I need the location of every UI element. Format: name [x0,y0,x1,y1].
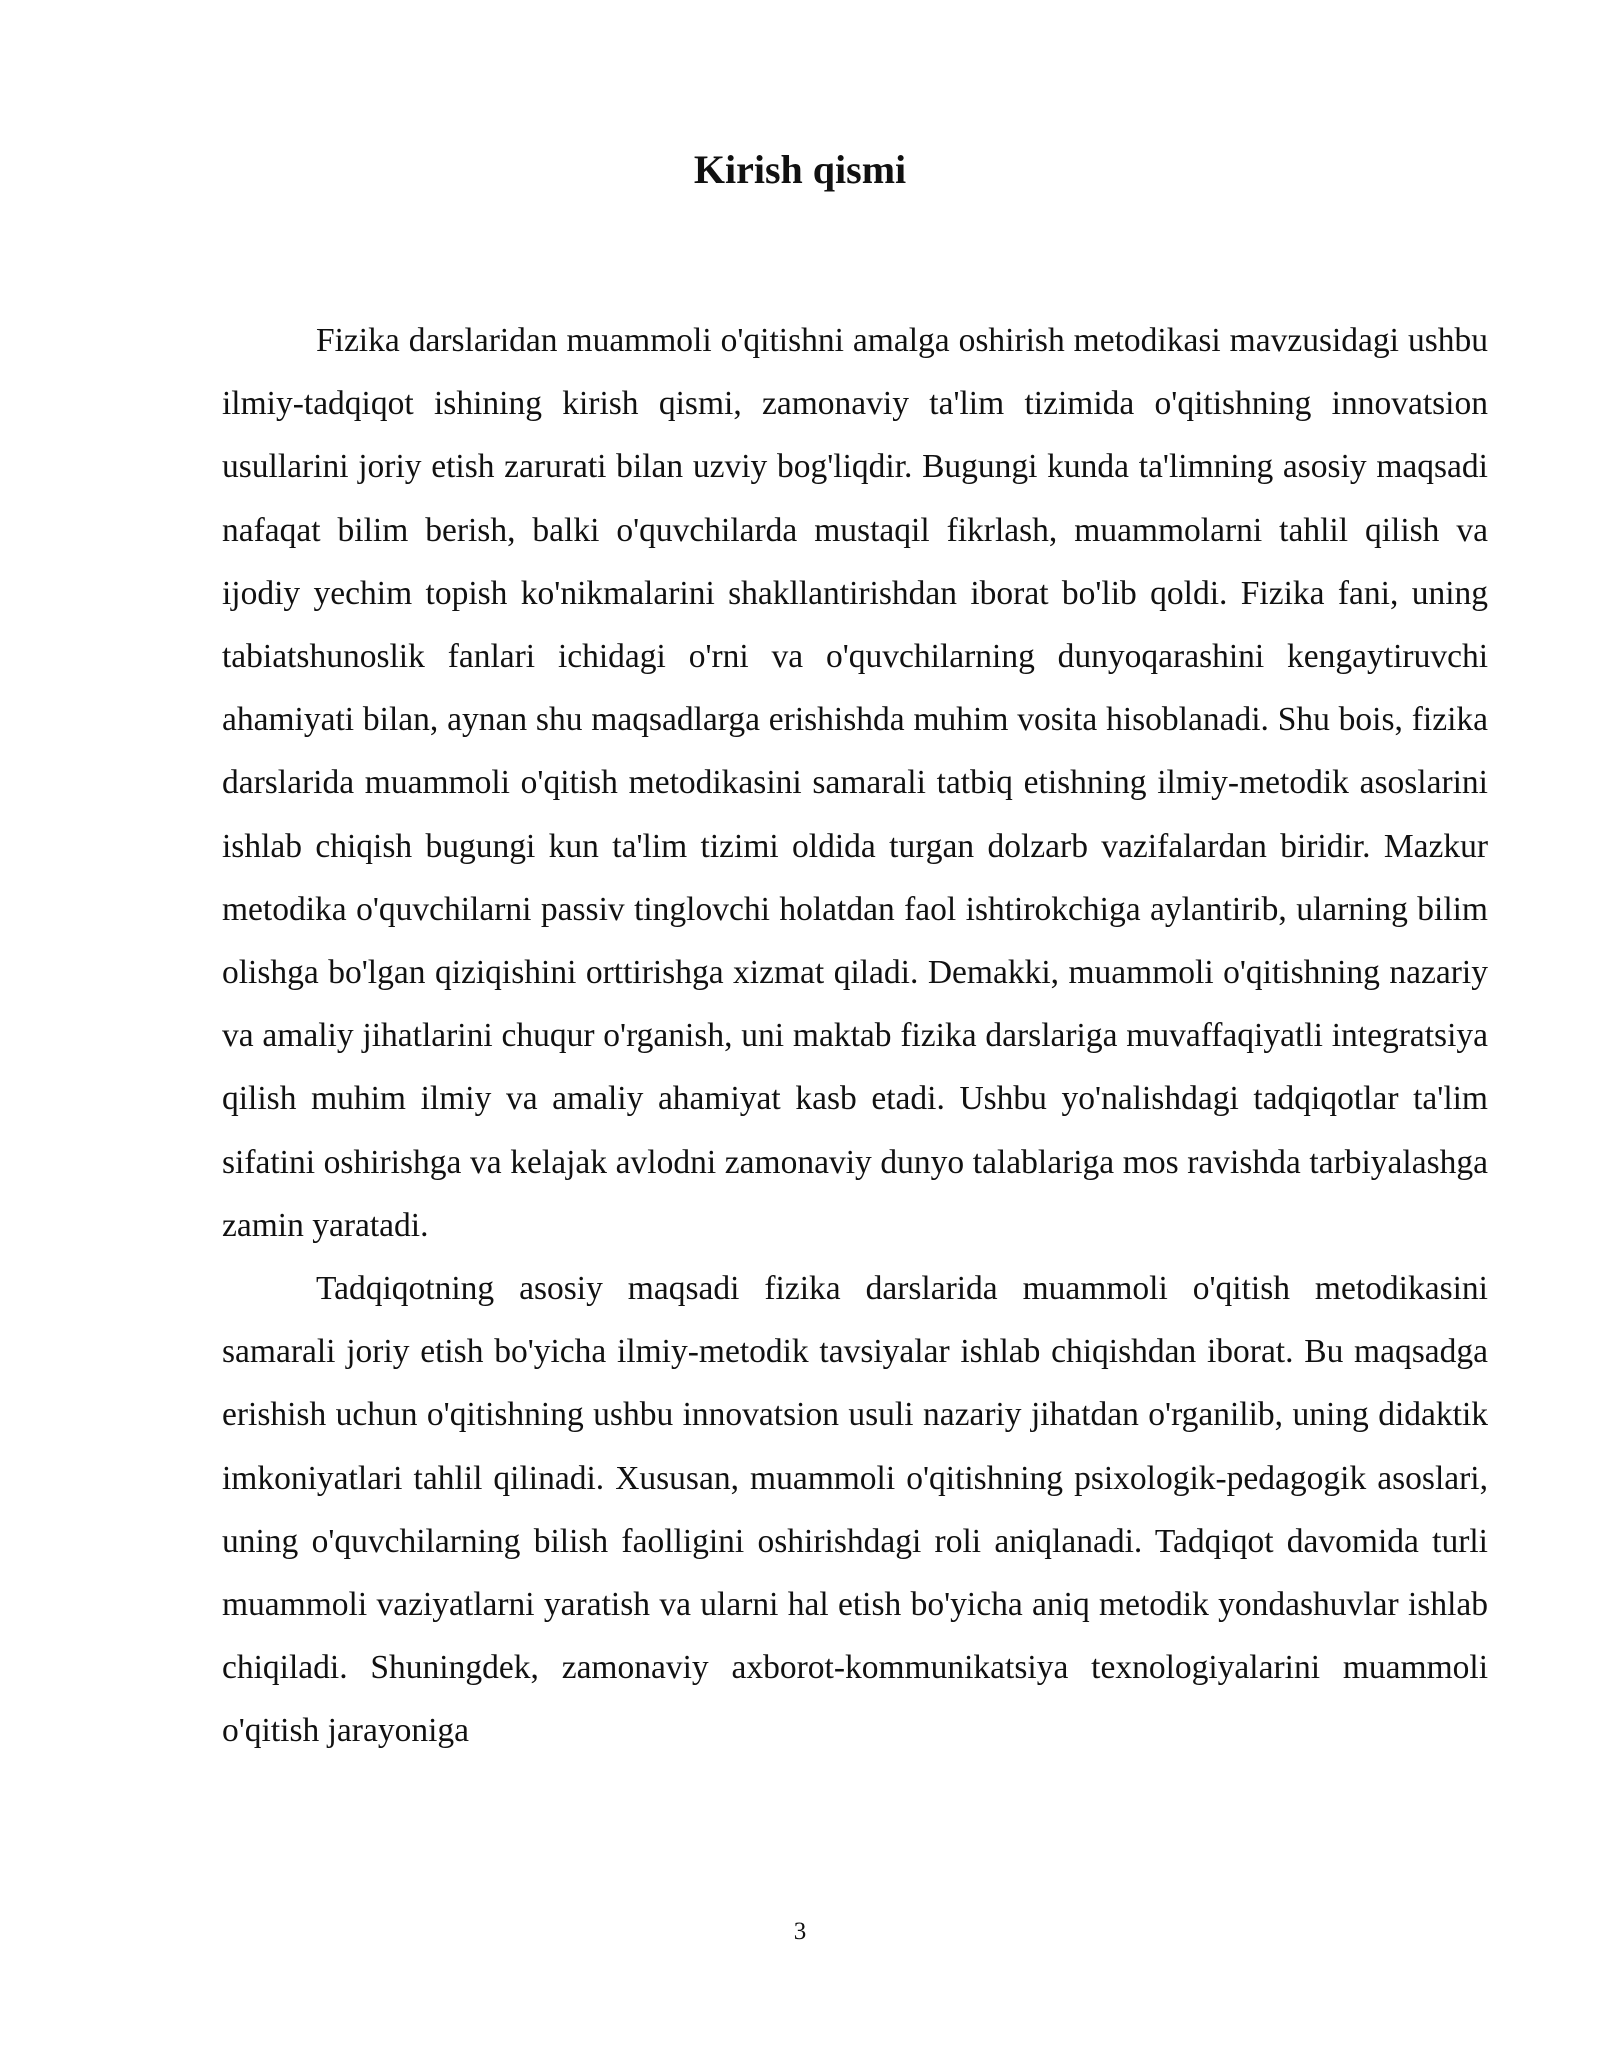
page-number: 3 [793,1918,807,1945]
body-text [222,309,1488,1763]
page-title: Kirish qismi [693,147,907,192]
paragraph-2: Tadqiqotning asosiy maqsadi fizika darslarida muammoli o'qitish metodikasini samarali joriy etish bo'yicha ilmiy-metodik tavsiyalar ishlab chiqishdan iborat. Bu maqsadga erishish uchun o'qitishning ushbu innovatsion usuli nazariy jihatdan o'rganilib, uning didaktik imkoniyatlari tahlil qilinadi. Xususan, muammoli o'qitishning psixologik-pedagogik asoslari, uning o'quvchilarning bilish faolligini oshirishdagi roli aniqlanadi. Tadqiqot davomida turli muammoli vaziyatlarni yaratish va ularni hal etish bo'yicha aniq metodik yondashuvlar ishlab chiqiladi. Shuningdek, zamonaviy axborot-kommunikatsiya texnologiyalarini muammoli o'qitish jarayoniga [222,1270,1488,1750]
paragraph-1: Fizika darslaridan muammoli o'qitishni amalga oshirish metodikasi mavzusidagi ushbu ilmiy-tadqiqot ishining kirish qismi, zamonaviy ta'lim tizimida o'qitishning innovatsion usullarini joriy etish zarurati bilan uzviy bog'liqdir. Bugungi kunda ta'limning asosiy maqsadi nafaqat bilim berish, balki o'quvchilarda mustaqil fikrlash, muammolarni tahlil qilish va ijodiy yechim topish ko'nikmalarini shakllantirishdan iborat bo'lib qoldi. Fizika fani, uning tabiatshunoslik fanlari ichidagi o'rni va o'quvchilarning dunyoqarashini kengaytiruvchi ahamiyati bilan, aynan shu maqsadlarga erishishda muhim vosita hisoblanadi. Shu bois, fizika darslarida muammoli o'qitish metodikasini samarali tatbiq etishning ilmiy-metodik asoslarini ishlab chiqish bugungi kun ta'lim tizimi oldida turgan dolzarb vazifalardan biridir. Mazkur metodika o'quvchilarni passiv tinglovchi holatdan faol ishtirokchiga aylantirib, ularning bilim olishga bo'lgan qiziqishini orttirishga xizmat qiladi. Demakki, muammoli o'qitishning nazariy va amaliy jihatlarini chuqur o'rganish, uni maktab fizika darslariga muvaffaqiyatli integratsiya qilish muhim ilmiy va amaliy ahamiyat kasb etadi. Ushbu yo'nalishdagi tadqiqotlar ta'lim sifatini oshirishga va kelajak avlodni zamonaviy dunyo talablariga mos ravishda tarbiyalashga zamin yaratadi. [222,322,1488,1244]
